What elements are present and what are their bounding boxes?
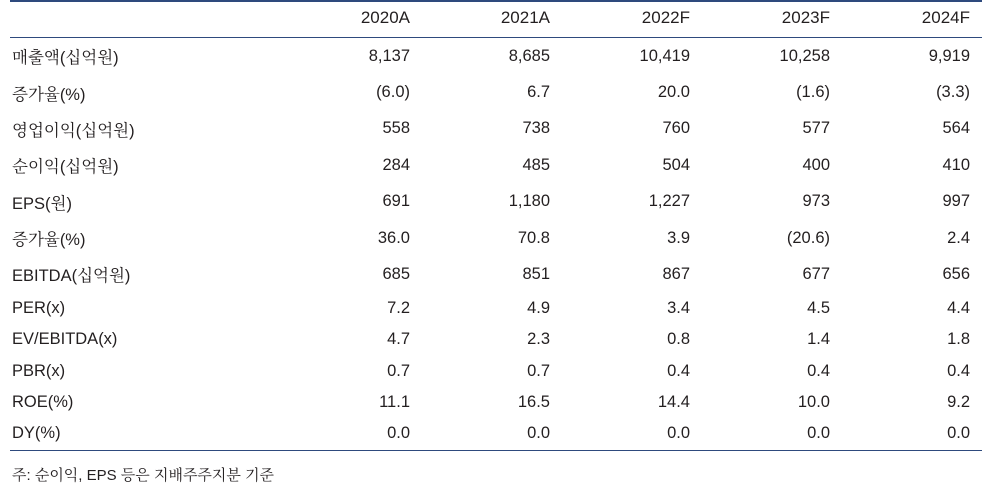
cell-value: 400: [802, 155, 830, 174]
row-label: PBR(x): [12, 361, 66, 380]
table-row: [10, 184, 982, 220]
cell-value: 485: [522, 155, 550, 174]
table-row: [10, 111, 982, 147]
cell-value: 973: [802, 192, 830, 211]
cell-value: 656: [942, 264, 970, 283]
cell-value: 4.4: [947, 298, 970, 317]
cell-value: 4.5: [807, 298, 830, 317]
cell-value: 11.1: [379, 392, 410, 411]
row-label: 순이익(십억원): [12, 158, 119, 177]
table-row: [10, 324, 982, 355]
row-label: 매출액(십억원): [12, 49, 119, 68]
column-header-2023f: 2023F: [702, 1, 842, 38]
cell-value: 36.0: [377, 228, 410, 247]
cell-value: 20.0: [657, 83, 690, 102]
cell-value: 867: [662, 264, 690, 283]
cell-value: 410: [942, 155, 970, 174]
cell-value: 1,227: [648, 192, 690, 211]
column-header-label: [10, 1, 282, 38]
cell-value: 10,419: [639, 46, 690, 65]
row-label: EBITDA(십억원): [12, 267, 131, 286]
cell-value: (3.3): [936, 83, 970, 102]
cell-value: 564: [942, 119, 970, 138]
cell-value: 558: [382, 119, 410, 138]
cell-value: 0.4: [947, 361, 970, 380]
cell-value: 16.5: [517, 392, 550, 411]
table-row: [10, 38, 982, 75]
cell-value: 577: [802, 119, 830, 138]
table-header: [10, 1, 982, 38]
cell-value: 685: [382, 264, 410, 283]
cell-value: 10.0: [797, 392, 830, 411]
column-header-2020a: 2020A: [282, 1, 422, 38]
cell-value: 0.0: [562, 418, 702, 450]
cell-value: 0.7: [527, 361, 550, 380]
cell-value: (6.0): [376, 83, 410, 102]
cell-value: 0.4: [807, 361, 830, 380]
cell-value: 0.0: [422, 418, 562, 450]
cell-value: (1.6): [796, 83, 830, 102]
cell-value: 2.3: [527, 330, 550, 349]
row-label: 증가율(%): [12, 85, 86, 104]
cell-value: 738: [522, 119, 550, 138]
table-header-row: [10, 1, 982, 38]
table-row: [10, 220, 982, 256]
cell-value: 1.8: [947, 330, 970, 349]
financial-summary-table: [10, 0, 982, 451]
cell-value: 3.4: [667, 298, 690, 317]
row-label: EV/EBITDA(x): [12, 330, 118, 349]
table-row: [10, 256, 982, 292]
cell-value: 9.2: [947, 392, 970, 411]
table-row: [10, 355, 982, 386]
cell-value: 851: [522, 264, 550, 283]
cell-value: 997: [942, 192, 970, 211]
cell-value: 0.7: [387, 361, 410, 380]
table-footnote: 주: 순이익, EPS 등은 지배주주지분 기준: [12, 466, 275, 484]
row-label: ROE(%): [12, 392, 74, 411]
row-label: 영업이익(십억원): [12, 121, 135, 140]
cell-value: 10,258: [779, 46, 830, 65]
cell-value: 2.4: [947, 228, 970, 247]
cell-value: 691: [382, 192, 410, 211]
cell-value: 0.0: [702, 418, 842, 450]
column-header-2022f: 2022F: [562, 1, 702, 38]
cell-value: 0.4: [667, 361, 690, 380]
cell-value: 14.4: [657, 392, 690, 411]
cell-value: 9,919: [928, 46, 970, 65]
row-label: DY(%): [10, 418, 282, 450]
row-label: 증가율(%): [12, 231, 86, 250]
cell-value: 8,685: [508, 46, 550, 65]
cell-value: 70.8: [517, 228, 550, 247]
column-header-2024f: 2024F: [842, 1, 982, 38]
table-row: [10, 387, 982, 418]
cell-value: 1,180: [508, 192, 550, 211]
cell-value: 677: [802, 264, 830, 283]
cell-value: 0.8: [667, 330, 690, 349]
cell-value: 0.0: [282, 418, 422, 450]
cell-value: 6.7: [527, 83, 550, 102]
cell-value: 7.2: [387, 298, 410, 317]
cell-value: 284: [382, 155, 410, 174]
table-row: [10, 147, 982, 183]
row-label: EPS(원): [12, 194, 72, 213]
cell-value: 8,137: [368, 46, 410, 65]
table-body: [10, 38, 982, 451]
cell-value: 3.9: [667, 228, 690, 247]
column-header-2021a: 2021A: [422, 1, 562, 38]
cell-value: 4.9: [527, 298, 550, 317]
row-label: PER(x): [12, 298, 66, 317]
table-row: [10, 418, 982, 450]
cell-value: 760: [662, 119, 690, 138]
cell-value: (20.6): [786, 228, 830, 247]
table-row: [10, 74, 982, 110]
cell-value: 1.4: [807, 330, 830, 349]
cell-value: 504: [662, 155, 690, 174]
cell-value: 0.0: [842, 418, 982, 450]
cell-value: 4.7: [387, 330, 410, 349]
table-row: [10, 293, 982, 324]
